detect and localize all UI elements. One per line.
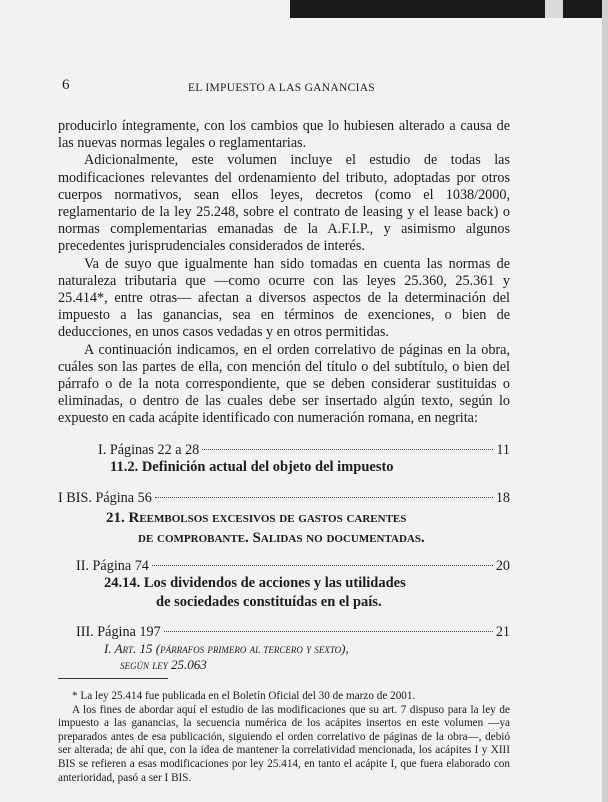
section-heading: 21. Reembolsos excesivos de gastos carentes: [106, 510, 407, 526]
paragraph: producirlo íntegramente, con los cambios que lo hubiesen alterado a causa de las nuevas normas legales o reglamentarias.: [58, 118, 510, 152]
toc-entry: [76, 624, 510, 641]
paragraph: A continuación indicamos, en el orden correlativo de páginas en la obra, cuáles son las partes de ella, con mención del título o del subtítulo, o bien del párrafo o de la nota correspondiente, que se deben considerar sustituidas o eliminadas, o dentro de las cuales debe ser insertado algún texto, según lo expuesto en cada acápite identificado con numeración romana, en negrita:: [58, 341, 510, 427]
footnote: A los fines de abordar aquí el estudio de las modificaciones que su art. 7 dispuso para la ley de impuesto a las ganancias, la secuencia numérica de los acápites insertos en este volumen —ya preparados antes de esa publicación, siguiendo el orden correlativo de páginas de la obra—, debió ser alterada; de ahí que, con la idea de mantener la correlatividad mencionada, los acápites I y XIII BIS se refieren a esas modificaciones por ley 25.414, en tanto el acápite I, que fuera elaborado con anterioridad, pasó a ser I BIS.: [58, 703, 510, 784]
toc-page: 18: [495, 490, 510, 506]
section-heading-continued: de sociedades constituídas en el país.: [156, 594, 382, 610]
footnote-rule: [58, 678, 168, 679]
dot-leader: [202, 449, 493, 450]
section-heading: 11.2. Definición actual del objeto del impuesto: [110, 459, 394, 475]
toc-page: 21: [495, 624, 510, 640]
toc-entry: [58, 490, 510, 507]
toc-page: 20: [495, 558, 510, 574]
dot-leader: [164, 631, 493, 632]
footnote: * La ley 25.414 fue publicada en el Boletín Oficial del 30 de marzo de 2001.: [72, 690, 416, 702]
running-title: EL IMPUESTO A LAS GANANCIAS: [188, 82, 376, 94]
scan-page-edge: [602, 0, 608, 802]
section-heading: 24.14. Los dividendos de acciones y las utilidades: [104, 575, 406, 591]
toc-entry: [98, 442, 510, 459]
toc-entry: [76, 558, 510, 575]
body-text: [58, 118, 510, 428]
paragraph: Va de suyo que igualmente han sido tomadas en cuenta las normas de naturaleza tributaria que —como ocurre con las leyes 25.360, 25.361 y 25.414*, entre otras— afectan a diversos aspectos de la determinación del impuesto a las ganancias, sea en términos de exenciones, o bien de deducciones, en unos casos vedadas y en otros permitidas.: [58, 255, 510, 341]
section-heading-continued: de comprobante. Salidas no documentadas.: [138, 530, 425, 546]
toc-label: III. Página 197: [76, 624, 161, 640]
dot-leader: [155, 497, 493, 498]
section-note: I. Art. 15 (párrafos primero al tercero y sexto),: [104, 641, 349, 656]
paragraph: Adicionalmente, este volumen incluye el estudio de todas las modificaciones relevantes del ordenamiento del tributo, adoptadas por otros cuerpos normativos, sean ellos leyes, decretos (como el 1038/2000, reglamentario de la ley 25.248, sobre el contrato de leasing y el lease back) o normas complementarias emanadas de la A.F.I.P., y asimismo algunos precedentes jurisprudenciales considerados de interés.: [58, 152, 510, 255]
page-number: 6: [62, 77, 70, 93]
toc-label: II. Página 74: [76, 558, 149, 574]
toc-page: 11: [496, 442, 510, 458]
toc-label: I BIS. Página 56: [58, 490, 152, 506]
scan-top-gap: [545, 0, 563, 18]
toc-label: I. Páginas 22 a 28: [98, 442, 200, 458]
footnotes: [58, 690, 510, 785]
dot-leader: [152, 565, 493, 566]
section-note-continued: según ley 25.063: [120, 657, 207, 672]
